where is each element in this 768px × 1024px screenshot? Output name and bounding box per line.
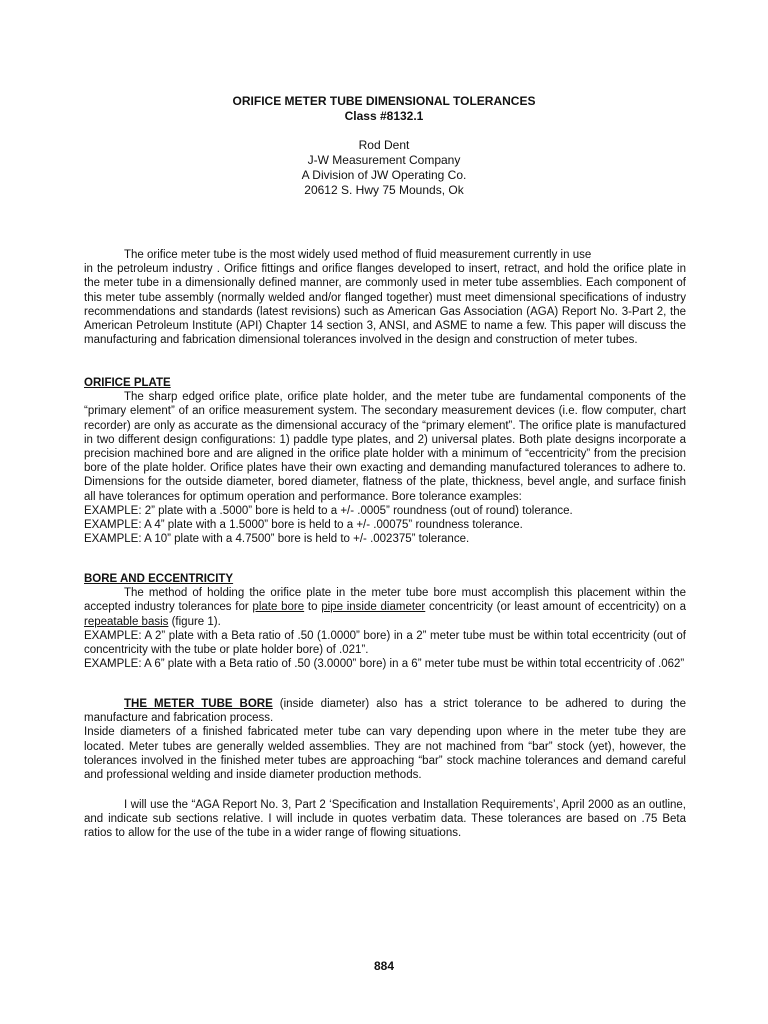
intro-paragraph: in the petroleum industry . Orifice fittings and orifice flanges developed to insert, retract, and hold the orifice plate in the meter tube in a dimensionally defined manner, are commonly used in meter tube assemblies. Each component of this meter tube assembly (normally welded and/or flanged together) must meet dimensional specifications of industry recommendations and standards (latest revisions) such as American Gas Association (AGA) Report No. 3-Part 2, the American Petroleum Institute (API) Chapter 14 section 3, ANSI, and ASME to name a few. This paper will discuss the manufacturing and fabrication dimensional tolerances involved in the design and construction of meter tubes. <box>84 263 686 347</box>
underlined-term: repeatable basis <box>84 615 169 628</box>
title-line: ORIFICE METER TUBE DIMENSIONAL TOLERANCES <box>232 94 536 108</box>
text-run: (figure 1). <box>168 615 221 628</box>
author-block <box>0 138 768 198</box>
bore-eccentricity-section <box>84 572 686 671</box>
text-run: The method of holding the orifice plate in the meter tube bore must accomplish this placement within the accepted industry tolerances for <box>84 587 686 614</box>
example-line: EXAMPLE: A 6” plate with a Beta ratio of .50 (3.0000” bore) in a 6” meter tube must be within total eccentricity of .062” <box>84 658 685 671</box>
underlined-term: pipe inside diameter <box>321 601 426 614</box>
orifice-plate-paragraph: The sharp edged orifice plate, orifice plate holder, and the meter tube are fundamental components of the “primary element” of an orifice measurement system. The secondary measurement devices (i.e. flow computer, chart recorder) are only as accurate as the dimensional accuracy of the “primary element”. The orifice plate is manufactured in two different design configurations: 1) paddle type plates, and 2) universal plates. Both plate designs incorporate a precision machined bore and are aligned in the orifice plate holder with a minimum of “eccentricity” from the precision bore of the plate holder. Orifice plates have their own exacting and demanding manufactured tolerances to adhere to. Dimensions for the outside diameter, bored diameter, flatness of the plate, thickness, bevel angle, and surface finish all have tolerances for optimum operation and performance. Bore tolerance examples: <box>84 391 686 503</box>
section-heading-orifice-plate: ORIFICE PLATE <box>84 377 171 389</box>
intro-first-line: The orifice meter tube is the most widely used method of fluid measurement currently in use <box>124 249 592 261</box>
example-line: EXAMPLE: A 2” plate with a Beta ratio of .50 (1.0000” bore) in a 2” meter tube must be within total eccentricity (out of concentricity with the tube or plate holder bore) of .021”. <box>84 629 686 657</box>
text-run: (inside diameter) also has a strict tolerance to be adhered to during the manufacture and fabrication process. <box>84 698 687 725</box>
example-line: EXAMPLE: A 10” plate with a 4.7500” bore is held to +/- .002375” tolerance. <box>84 533 470 546</box>
author-division: A Division of JW Operating Co. <box>301 168 467 182</box>
page-number: 884 <box>373 959 395 973</box>
bore-eccentricity-paragraph <box>84 586 686 629</box>
intro-section <box>84 248 686 347</box>
text-run: concentricity (or least amount of eccentricity) on a <box>425 601 687 614</box>
author-name: Rod Dent <box>358 138 410 152</box>
closing-paragraph: I will use the “AGA Report No. 3, Part 2 ‘Specification and Installation Requirements’, April 2000 as an outline, and indicate sub sections relative. I will include in quotes verbatim data. These tolerances are based on .75 Beta ratios to allow for the use of the tube in a wider range of flowing situations. <box>84 799 686 840</box>
document-title <box>0 94 768 124</box>
meter-tube-bore-lead <box>84 697 686 725</box>
underlined-term: plate bore <box>252 601 305 614</box>
author-company: J-W Measurement Company <box>307 153 461 167</box>
author-address: 20612 S. Hwy 75 Mounds, Ok <box>304 183 464 197</box>
text-run: to <box>304 601 322 614</box>
orifice-plate-section <box>84 376 686 546</box>
example-line: EXAMPLE: A 4” plate with a 1.5000” bore is held to a +/- .00075” roundness tolerance. <box>84 519 523 532</box>
closing-section <box>84 798 686 841</box>
meter-tube-bore-section <box>84 697 686 782</box>
section-heading-meter-tube-bore: THE METER TUBE BORE <box>124 698 273 710</box>
example-line: EXAMPLE: 2” plate with a .5000” bore is held to a +/- .0005” roundness (out of round) tolerance. <box>84 504 573 517</box>
class-number: Class #8132.1 <box>344 109 424 123</box>
section-heading-bore-eccentricity: BORE AND ECCENTRICITY <box>84 573 234 585</box>
meter-tube-bore-paragraph: Inside diameters of a finished fabricated meter tube can vary depending upon where in the meter tube they are located. Meter tubes are generally welded assemblies. They are not machined from “bar” stock (yet), however, the tolerances involved in the finished meter tubes are approaching “bar” stock machine tolerances and demand careful and professional welding and inside diameter production methods. <box>84 726 686 782</box>
